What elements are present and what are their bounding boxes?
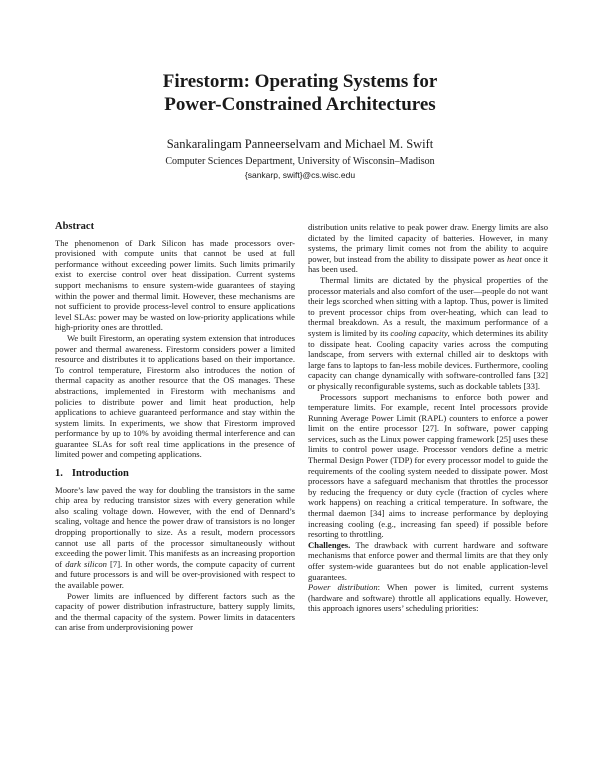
title-line-2: Power-Constrained Architectures	[164, 94, 436, 115]
power-distribution-label: Power distribution	[308, 582, 378, 593]
right-column	[308, 222, 548, 614]
right-p1-end: once it has been used.	[308, 253, 548, 275]
intro-p1-text-a: Moore’s law paved the way for doubling the transistors in the same chip area by reducing transistor sizes with every generation while also scaling voltage down. However, with the end of Dennard’s scaling, voltage and hence the power draw of transistors is no longer dropping proportionally to size. As a result, modern processors cannot use all parts of the processor simultaneously without exceeding the power limit. This manifests as an increasing proportion of	[55, 484, 295, 569]
right-p2-text-a: Thermal limits are dictated by the physical properties of the processor materials and also comfort of the user—people do not want their legs scorched when sitting with a laptop. Thus, power is limited to prevent processor chips from over-heating, which can lead to thermal breakdown. As a result, the maximum performance of a system is limited by its	[308, 274, 548, 338]
intro-paragraph-1	[55, 485, 295, 591]
right-p1-text: distribution units relative to peak power draw. Energy limits are also dictated by the limited capacity of batteries. However, in many systems, the primary limit comes not from the ability to acquire power, but instead from the ability to dissipate power as	[308, 222, 548, 264]
left-column	[55, 222, 295, 633]
abstract-heading: Abstract	[55, 221, 95, 232]
challenges-text: The drawback with current hardware and software mechanisms that enforce power and thermal limits are that they only offer system-wide guarantees but do not enable application-level guarantees.	[308, 539, 548, 582]
intro-p1-text-b: [7]. In other words, the compute capacity of current and future processors is and will be over-provisioned with respect to the available power.	[55, 558, 295, 590]
right-paragraph-3: Processors support mechanisms to enforce both power and temperature limits. For example, recent Intel processors provide Running Average Power Limit (RAPL) counters to enforce a power limit on the entire processor [27]. In software, power capping services, such as the Linux power capping framework [25] uses these limits to control power usage. Processor vendors define a metric Thermal Design Power (TDP) for every processor model to guide the requirements of the cooling system needed to dissipate power. Most processors have a safeguard mechanism that throttles the processor by reducing the frequency or duty cycle (fraction of cycles where work happens) on reaching a critical temperature. In software, the thermal daemon [34] aims to increase performance by deploying increasing cooling (e.g., increasing fan speed) if possible before resorting to throttling.	[308, 391, 548, 540]
section-heading-introduction	[55, 469, 295, 480]
affiliation: Computer Sciences Department, University of Wisconsin–Madison	[165, 156, 435, 167]
right-paragraph-1	[308, 222, 548, 275]
right-p1-emphasis: heat	[507, 253, 522, 264]
section-title: Introduction	[71, 468, 129, 480]
section-number: 1.	[55, 468, 63, 480]
author-list: Sankaralingam Panneerselvam and Michael M. Swift	[166, 137, 434, 151]
intro-p1-emphasis: dark silicon	[65, 558, 107, 569]
right-paragraph-5	[308, 582, 548, 614]
intro-paragraph-2: Power limits are influenced by different factors such as the capacity of power distribution infrastructure, battery supply limits, and the thermal capacity of the system. Power limits in datacenters can arise from underprovisioning power	[55, 590, 295, 633]
right-p2-text-b: , which determines its ability to dissipate heat. Cooling capacity varies across the computing landscape, from servers with external chilled air to desktops with large fans to laptops to fan-less mobile devices. Furthermore, cooling capacity can change dynamically with software-controlled fans [32] or physically reconfigurable systems, such as dockable tablets [33].	[308, 327, 549, 391]
right-paragraph-4	[308, 540, 548, 582]
right-paragraph-2	[308, 275, 548, 392]
challenges-label: Challenges.	[308, 539, 351, 550]
right-p2-emphasis: cooling capacity	[390, 327, 448, 338]
abstract-paragraph-1: The phenomenon of Dark Silicon has made processors over-provisioned with compute units that cannot be used at full performance without exceeding power limits. Such limits primarily exist to exercise control over heat dissipation. Current systems support mechanisms to ensure system-wide guarantees of staying within the power and thermal limit. However, these mechanisms are not sufficient to provide process-level control to ensure applications level SLAs: power may be wasted on low-priority applications while high-priority ones are throttled.	[55, 237, 295, 333]
title-line-1: Firestorm: Operating Systems for	[162, 71, 438, 92]
paper-title	[0, 70, 600, 116]
author-email: {sankarp, swift}@cs.wisc.edu	[244, 170, 356, 180]
power-distribution-text: : When power is limited, current systems (hardware and software) throttle all applications equally. However, this approach ignores users’ scheduling priorities:	[308, 582, 548, 614]
abstract-paragraph-2: We built Firestorm, an operating system extension that introduces power and thermal awareness. Firestorm considers power a limited resource and distributes it to applications based on their importance. To control temperature, Firestorm also introduces the notion of thermal capacity as another resource that the OS manages. These abstractions, implemented in Firestorm with mechanisms and policies to distribute power and limit heat production, help applications to achieve guaranteed performance and stay within the system limits. In experiments, we show that Firestorm improved performance by up to 10% by avoiding thermal interference and can guarantee SLAs for soft real time applications in the presence of limited power and competing applications.	[55, 332, 295, 460]
